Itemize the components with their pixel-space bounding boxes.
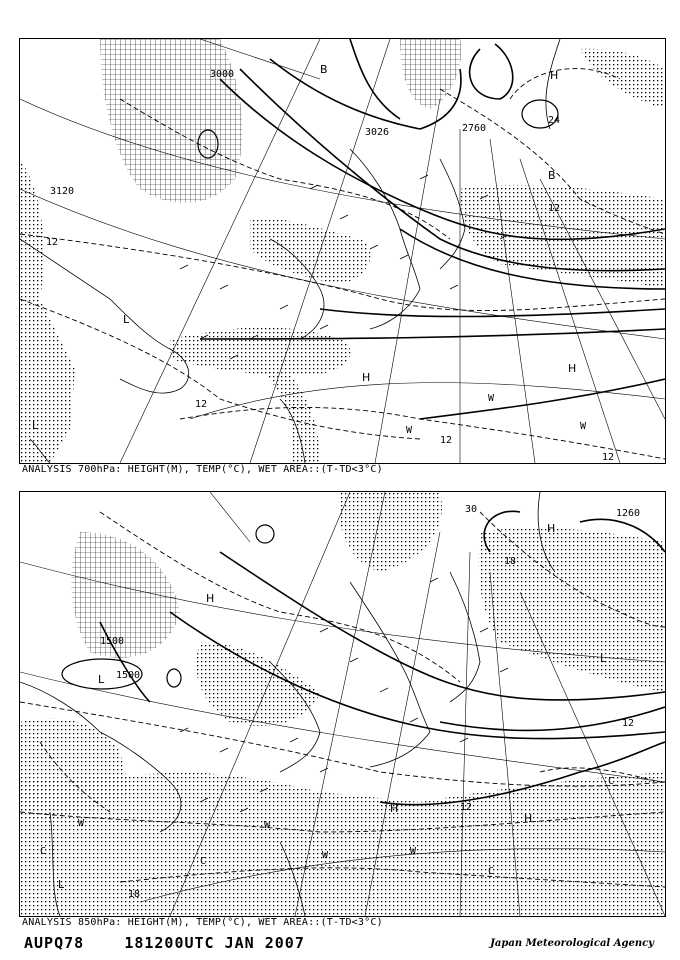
weather-map-700hpa (20, 39, 665, 463)
isotherm-label: 12 (460, 802, 473, 813)
isotherm-label: 12 (195, 399, 208, 410)
pressure-center-marker: B (548, 169, 556, 182)
agency-credit: Japan Meteorological Agency (490, 938, 654, 949)
warm-mark: W (488, 393, 495, 404)
map-panel-700hpa (19, 38, 666, 464)
low-pressure-marker: L (123, 313, 130, 326)
warm-mark: W (78, 818, 85, 829)
isotherm-label: 24 (548, 115, 561, 126)
warm-mark: W (264, 820, 271, 831)
warm-mark: W (322, 850, 329, 861)
isotherm-label: 12 (602, 452, 615, 463)
isotherm-label: 12 (622, 718, 635, 729)
high-pressure-marker: H (550, 69, 559, 82)
chart-identifier (24, 934, 305, 952)
isotherm-label: 12 (548, 203, 561, 214)
map-panel-850hpa (19, 491, 666, 917)
isotherm-label: 12 (440, 435, 453, 446)
height-label: 3000 (210, 69, 235, 80)
low-pressure-marker: L (98, 673, 105, 686)
weather-map-850hpa (20, 492, 665, 916)
warm-mark: W (410, 846, 417, 857)
valid-time: 181200UTC JAN 2007 (124, 934, 305, 952)
warm-mark: W (406, 425, 413, 436)
isotherm-label: 18 (128, 889, 141, 900)
high-pressure-marker: H (568, 362, 577, 375)
low-pressure-marker: L (32, 419, 39, 432)
high-pressure-marker: H (206, 592, 215, 605)
cold-mark: C (200, 856, 207, 867)
cold-mark: C (608, 776, 615, 787)
chart-id: AUPQ78 (24, 934, 85, 952)
hatched-area (100, 39, 461, 203)
isotherm-label: 12 (46, 237, 59, 248)
high-pressure-marker: H (390, 802, 399, 815)
pressure-center-marker: B (320, 63, 328, 76)
high-pressure-marker: H (362, 371, 371, 384)
isotherm-label: 18 (504, 556, 517, 567)
low-pressure-marker: L (600, 652, 607, 665)
cold-mark: C (488, 866, 495, 877)
low-pressure-marker: L (58, 878, 65, 891)
hatched-area (71, 532, 180, 658)
cold-mark: C (40, 846, 47, 857)
height-label: 1500 (100, 636, 125, 647)
high-pressure-marker: H (547, 522, 556, 535)
caption-700hpa: ANALYSIS 700hPa: HEIGHT(M), TEMP(°C), WET AREA::(T-TD<3°C) (22, 464, 383, 475)
high-pressure-marker: H (524, 812, 533, 825)
height-label: 1500 (116, 670, 141, 681)
height-label: 3120 (50, 186, 75, 197)
caption-850hpa: ANALYSIS 850hPa: HEIGHT(M), TEMP(°C), WET AREA::(T-TD<3°C) (22, 917, 383, 928)
height-label: 2760 (462, 123, 487, 134)
isotherm-label: 30 (465, 504, 478, 515)
height-label: 3026 (365, 127, 390, 138)
warm-mark: W (580, 421, 587, 432)
height-label: 1260 (616, 508, 641, 519)
